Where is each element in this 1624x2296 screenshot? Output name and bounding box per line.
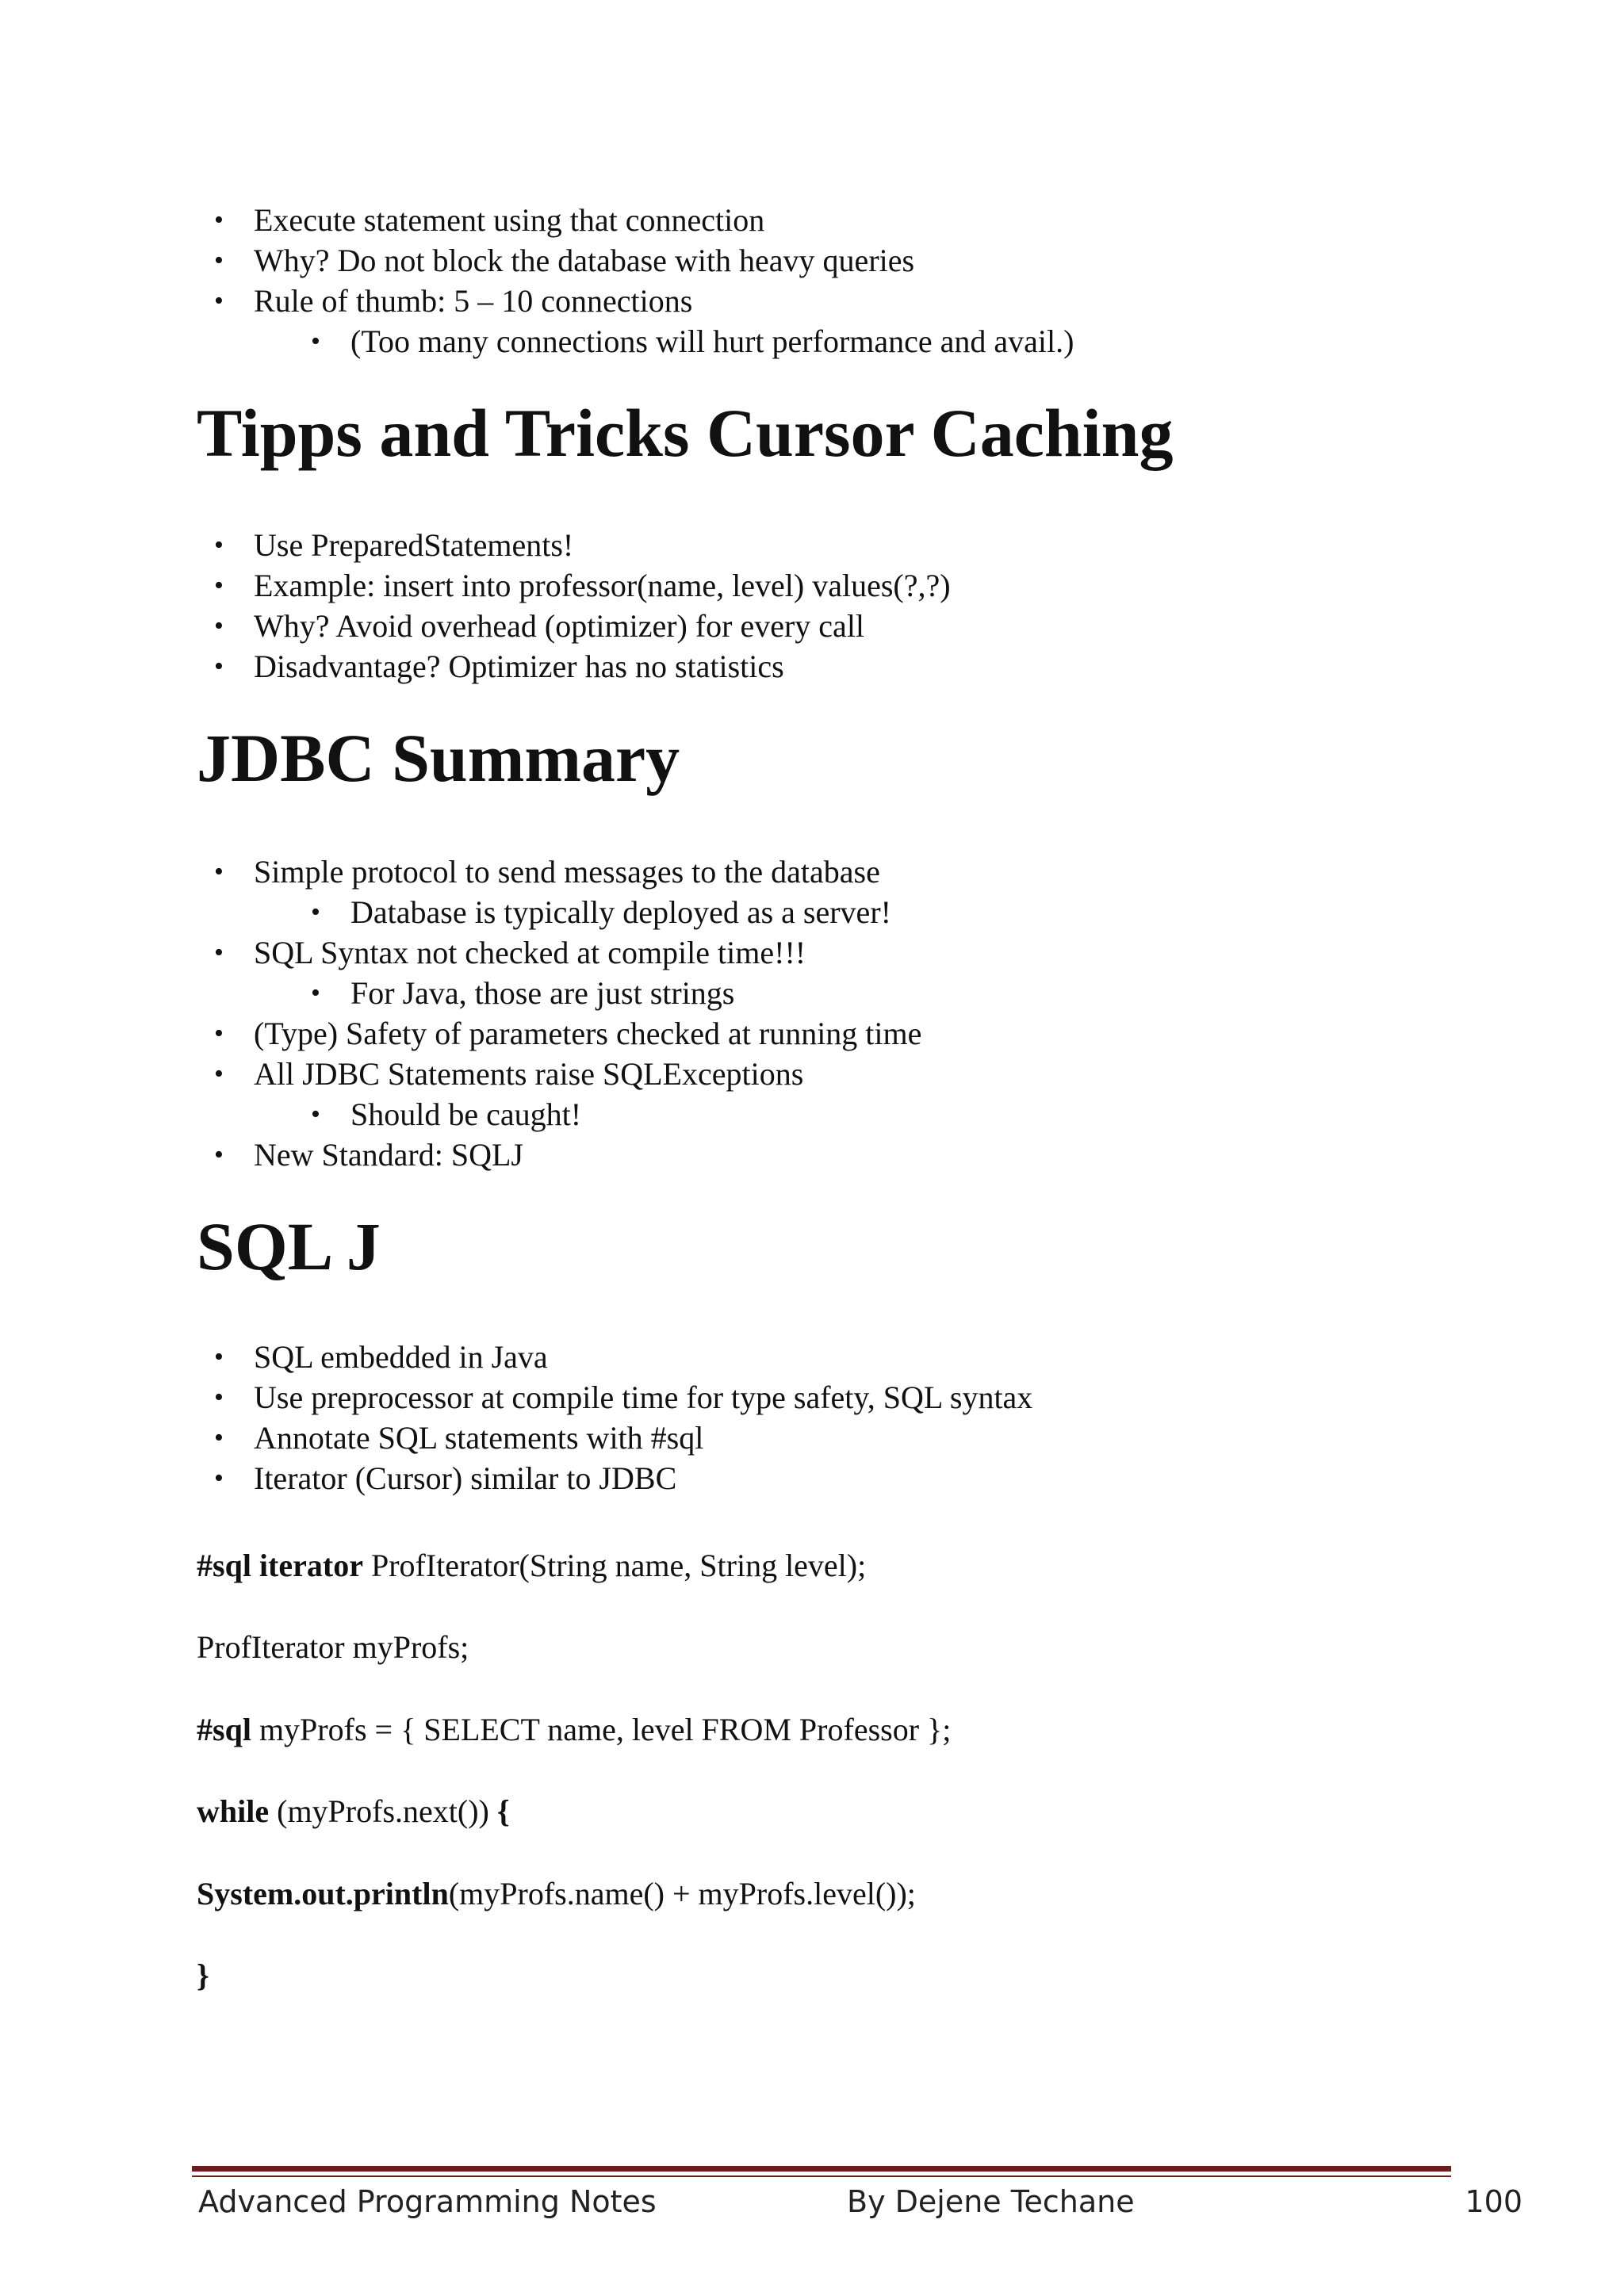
code-keyword: while <box>197 1793 270 1829</box>
code-line <box>197 1874 916 1914</box>
code-line <box>197 1710 951 1750</box>
footer-author: By Dejene Techane <box>847 2184 1135 2219</box>
list-item: • New Standard: SQLJ <box>254 1135 921 1175</box>
intro-bullet-list <box>254 200 1074 362</box>
sqlj-bullet-list <box>254 1337 1032 1498</box>
list-item: • (Too many connections will hurt performance and avail.) <box>350 321 1074 362</box>
jdbc-summary-bullet-list <box>254 851 921 1175</box>
list-item: • SQL embedded in Java <box>254 1337 1032 1377</box>
code-keyword: #sql iterator <box>197 1548 363 1583</box>
footer-title: Advanced Programming Notes <box>198 2184 657 2219</box>
code-text: (myProfs.name() + myProfs.level()); <box>448 1876 916 1911</box>
code-keyword: #sql <box>197 1712 251 1747</box>
code-line <box>197 1546 866 1586</box>
code-keyword: } <box>197 1957 209 1993</box>
list-item: • Iterator (Cursor) similar to JDBC <box>254 1458 1032 1498</box>
code-line <box>197 1956 209 1996</box>
list-item: • Example: insert into professor(name, level) values(?,?) <box>254 565 951 606</box>
list-item: • Why? Avoid overhead (optimizer) for every call <box>254 606 951 646</box>
list-item: • (Type) Safety of parameters checked at running time <box>254 1013 921 1054</box>
code-text: (myProfs.next()) <box>269 1793 497 1829</box>
code-text: ProfIterator(String name, String level); <box>362 1548 867 1583</box>
list-item: • Should be caught! <box>350 1094 921 1135</box>
list-item: • Use PreparedStatements! <box>254 525 951 565</box>
section-heading-jdbc-summary: JDBC Summary <box>197 720 680 796</box>
list-item: • Use preprocessor at compile time for type safety, SQL syntax <box>254 1377 1032 1418</box>
list-item: • Simple protocol to send messages to the database <box>254 851 921 892</box>
footer-rule <box>192 2166 1451 2172</box>
list-item: • Rule of thumb: 5 – 10 connections <box>254 281 1074 321</box>
section-heading-sqlj: SQL J <box>197 1208 381 1284</box>
list-item: • For Java, those are just strings <box>350 973 921 1013</box>
section-heading-cursor-caching: Tipps and Tricks Cursor Caching <box>197 395 1174 471</box>
list-item: • Annotate SQL statements with #sql <box>254 1418 1032 1458</box>
code-keyword: System.out.println <box>197 1876 449 1911</box>
list-item: • All JDBC Statements raise SQLExceptions <box>254 1054 921 1094</box>
code-brace: { <box>496 1793 510 1829</box>
code-line <box>197 1792 510 1831</box>
list-item: • SQL Syntax not checked at compile time!!! <box>254 932 921 973</box>
list-item: • Database is typically deployed as a server! <box>350 892 921 932</box>
page-number: 100 <box>1465 2184 1522 2219</box>
list-item: • Why? Do not block the database with heavy queries <box>254 240 1074 281</box>
code-text: myProfs = { SELECT name, level FROM Professor }; <box>251 1712 952 1747</box>
cursor-caching-bullet-list <box>254 525 951 687</box>
list-item: • Execute statement using that connection <box>254 200 1074 240</box>
code-line <box>197 1628 469 1667</box>
code-text: ProfIterator myProfs; <box>197 1629 469 1665</box>
list-item: • Disadvantage? Optimizer has no statistics <box>254 646 951 687</box>
footer-rule <box>192 2175 1451 2177</box>
